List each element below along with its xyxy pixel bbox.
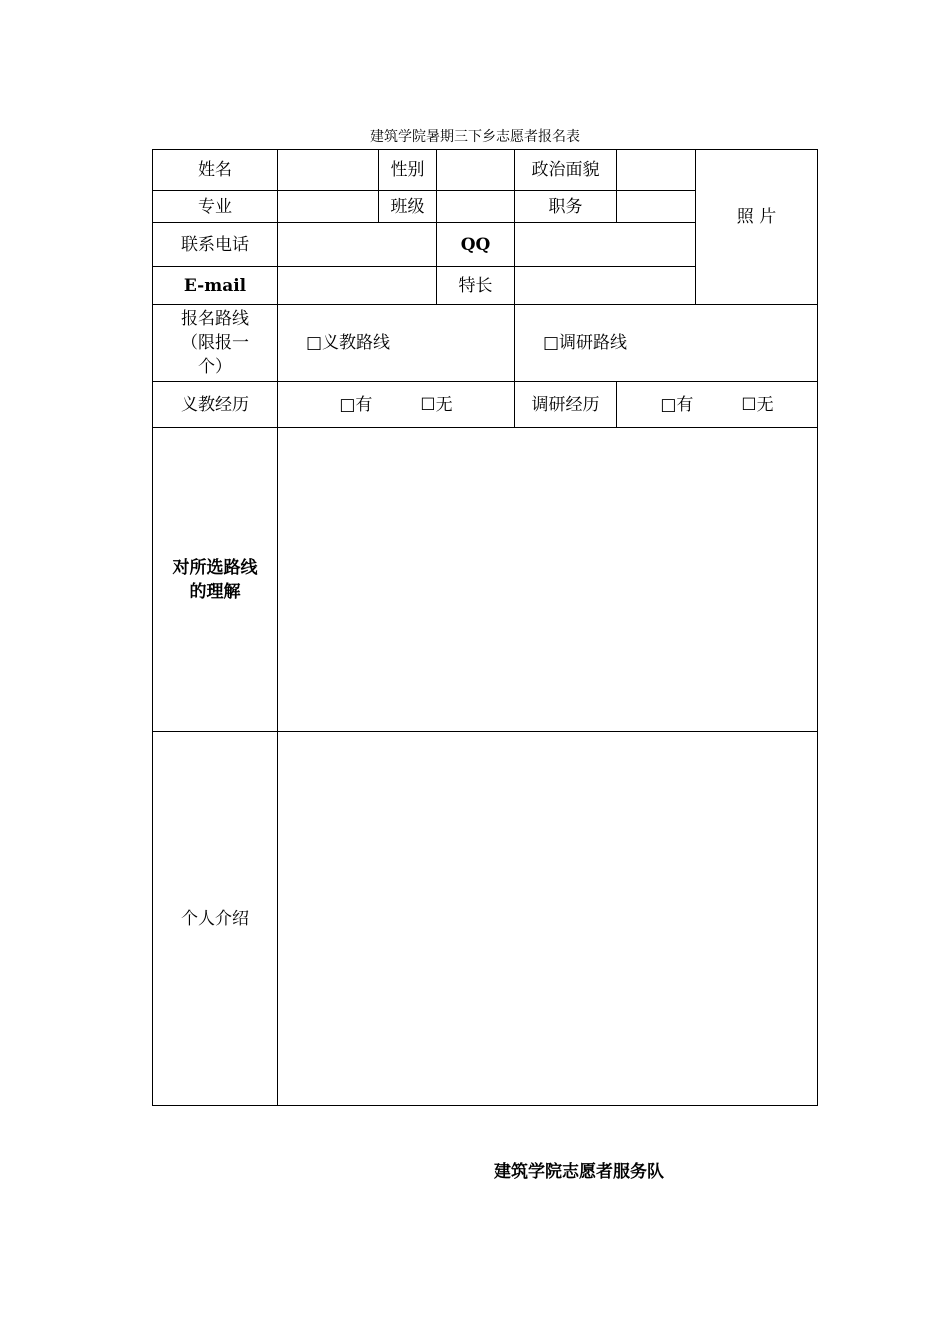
specialty-field[interactable]	[515, 267, 696, 305]
research-exp-options	[617, 382, 818, 428]
major-field[interactable]	[278, 191, 379, 223]
research-exp-label: 调研经历	[515, 382, 617, 428]
major-label: 专业	[153, 191, 278, 223]
understanding-field[interactable]	[278, 428, 818, 732]
teaching-yes-checkbox[interactable]: □有	[339, 394, 373, 415]
photo-label: 照 片	[736, 207, 777, 227]
email-field[interactable]	[278, 267, 437, 305]
footer-organization: 建筑学院志愿者服务队	[494, 1162, 664, 1182]
route-option-research[interactable]: □调研路线	[515, 305, 818, 382]
name-field[interactable]	[278, 150, 379, 191]
name-label: 姓名	[153, 150, 278, 191]
route-option-teaching[interactable]: □义教路线	[278, 305, 515, 382]
email-label: E-mail	[153, 267, 278, 305]
route-label-text: 报名路线（限报一个）	[181, 309, 249, 377]
phone-label: 联系电话	[153, 223, 278, 267]
photo-cell[interactable]	[696, 150, 818, 305]
page-title: 建筑学院暑期三下乡志愿者报名表	[370, 129, 580, 145]
political-label: 政治面貌	[515, 150, 617, 191]
research-no-checkbox[interactable]: ☐无	[741, 394, 774, 415]
route-label	[153, 305, 278, 382]
gender-field[interactable]	[437, 150, 515, 191]
political-field[interactable]	[617, 150, 696, 191]
position-field[interactable]	[617, 191, 696, 223]
teaching-exp-options	[278, 382, 515, 428]
understanding-label-text: 对所选路线的理解	[172, 557, 258, 602]
specialty-label: 特长	[437, 267, 515, 305]
research-yes-checkbox[interactable]: □有	[660, 394, 694, 415]
teaching-no-checkbox[interactable]: ☐无	[420, 394, 453, 415]
understanding-label	[153, 428, 278, 732]
teaching-exp-label: 义教经历	[153, 382, 278, 428]
qq-field[interactable]	[515, 223, 696, 267]
gender-label: 性别	[379, 150, 437, 191]
registration-form	[152, 149, 818, 1106]
class-field[interactable]	[437, 191, 515, 223]
position-label: 职务	[515, 191, 617, 223]
qq-label: QQ	[437, 223, 515, 267]
intro-field[interactable]	[278, 732, 818, 1106]
intro-label: 个人介绍	[153, 732, 278, 1106]
class-label: 班级	[379, 191, 437, 223]
phone-field[interactable]	[278, 223, 437, 267]
